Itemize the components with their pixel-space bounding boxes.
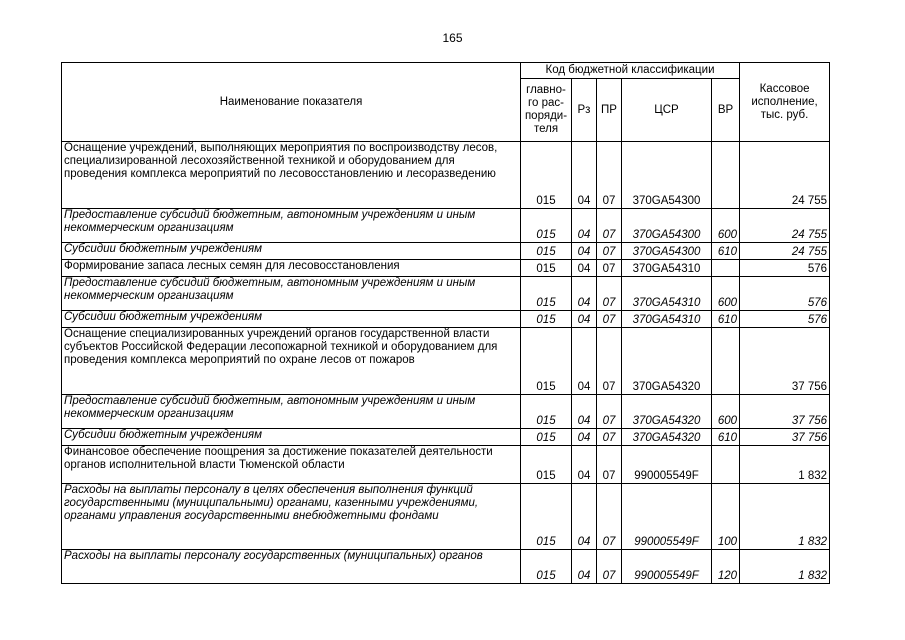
table-row xyxy=(62,328,830,395)
row-name: Расходы на выплаты персоналу государственных (муниципальных) органов xyxy=(62,550,521,584)
header-grbs: главно- го рас- поряди- теля xyxy=(521,79,572,142)
row-pr: 07 xyxy=(597,243,622,260)
row-rz: 04 xyxy=(572,550,597,584)
row-grbs: 015 xyxy=(521,311,572,328)
row-vr: 100 xyxy=(712,484,740,550)
row-amount: 576 xyxy=(740,260,830,277)
row-amount: 1 832 xyxy=(740,446,830,484)
row-amount: 37 756 xyxy=(740,429,830,446)
table-row xyxy=(62,260,830,277)
row-amount: 24 755 xyxy=(740,209,830,243)
row-vr: 600 xyxy=(712,277,740,311)
row-pr: 07 xyxy=(597,209,622,243)
row-csr: 990005549F xyxy=(622,484,712,550)
table-row xyxy=(62,311,830,328)
table-row xyxy=(62,446,830,484)
header-rz: Рз xyxy=(572,79,597,142)
row-csr: 370GA54320 xyxy=(622,395,712,429)
row-name: Предоставление субсидий бюджетным, автономным учреждениям и иным некоммерческим организациям xyxy=(62,395,521,429)
header-classification-group: Код бюджетной классификации xyxy=(521,63,740,79)
table-row xyxy=(62,209,830,243)
table-row xyxy=(62,429,830,446)
row-name: Расходы на выплаты персоналу в целях обеспечения выполнения функций государственными (муниципальными) органами, казенными учреждениями, органами управления государственными внебюджетными фондами xyxy=(62,484,521,550)
header-name: Наименование показателя xyxy=(62,63,521,142)
row-grbs: 015 xyxy=(521,209,572,243)
row-pr: 07 xyxy=(597,142,622,209)
row-pr: 07 xyxy=(597,550,622,584)
row-rz: 04 xyxy=(572,446,597,484)
row-csr: 370GA54300 xyxy=(622,142,712,209)
row-grbs: 015 xyxy=(521,395,572,429)
row-rz: 04 xyxy=(572,429,597,446)
row-grbs: 015 xyxy=(521,142,572,209)
row-name: Оснащение учреждений, выполняющих мероприятия по воспроизводству лесов, специализированной лесохозяйственной техникой и оборудованием для проведения комплекса мероприятий по лесовосстановлению и лесоразведению xyxy=(62,142,521,209)
row-vr xyxy=(712,446,740,484)
row-amount: 24 755 xyxy=(740,142,830,209)
row-pr: 07 xyxy=(597,277,622,311)
row-vr: 600 xyxy=(712,209,740,243)
budget-table xyxy=(61,62,830,584)
table-row xyxy=(62,243,830,260)
page-number: 165 xyxy=(442,31,463,45)
row-vr: 600 xyxy=(712,395,740,429)
row-pr: 07 xyxy=(597,484,622,550)
row-rz: 04 xyxy=(572,328,597,395)
row-pr: 07 xyxy=(597,446,622,484)
row-grbs: 015 xyxy=(521,446,572,484)
header-vr: ВР xyxy=(712,79,740,142)
table-row xyxy=(62,395,830,429)
row-amount: 37 756 xyxy=(740,328,830,395)
row-vr: 610 xyxy=(712,429,740,446)
header-amount: Кассовое исполнение, тыс. руб. xyxy=(740,63,830,142)
table-row xyxy=(62,550,830,584)
row-vr xyxy=(712,260,740,277)
row-pr: 07 xyxy=(597,311,622,328)
table-row xyxy=(62,142,830,209)
row-vr: 610 xyxy=(712,311,740,328)
row-name: Субсидии бюджетным учреждениям xyxy=(62,311,521,328)
row-grbs: 015 xyxy=(521,484,572,550)
table-row xyxy=(62,277,830,311)
row-name: Субсидии бюджетным учреждениям xyxy=(62,429,521,446)
row-rz: 04 xyxy=(572,395,597,429)
row-rz: 04 xyxy=(572,260,597,277)
row-pr: 07 xyxy=(597,395,622,429)
header-pr: ПР xyxy=(597,79,622,142)
row-rz: 04 xyxy=(572,243,597,260)
row-name: Субсидии бюджетным учреждениям xyxy=(62,243,521,260)
row-vr: 610 xyxy=(712,243,740,260)
row-csr: 370GA54320 xyxy=(622,328,712,395)
row-csr: 370GA54300 xyxy=(622,243,712,260)
row-csr: 370GA54310 xyxy=(622,311,712,328)
row-rz: 04 xyxy=(572,209,597,243)
header-csr: ЦСР xyxy=(622,79,712,142)
row-name: Оснащение специализированных учреждений органов государственной власти субъектов Российской Федерации лесопожарной техникой и оборудованием для проведения комплекса мероприятий по охране лесов от пожаров xyxy=(62,328,521,395)
row-grbs: 015 xyxy=(521,277,572,311)
row-amount: 37 756 xyxy=(740,395,830,429)
row-name: Формирование запаса лесных семян для лесовосстановления xyxy=(62,260,521,277)
row-rz: 04 xyxy=(572,277,597,311)
row-grbs: 015 xyxy=(521,243,572,260)
row-name: Предоставление субсидий бюджетным, автономным учреждениям и иным некоммерческим организациям xyxy=(62,209,521,243)
row-grbs: 015 xyxy=(521,328,572,395)
row-vr xyxy=(712,328,740,395)
table-row xyxy=(62,484,830,550)
row-grbs: 015 xyxy=(521,550,572,584)
row-name: Финансовое обеспечение поощрения за достижение показателей деятельности органов исполнительной власти Тюменской области xyxy=(62,446,521,484)
row-vr xyxy=(712,142,740,209)
row-rz: 04 xyxy=(572,484,597,550)
row-csr: 370GA54320 xyxy=(622,429,712,446)
row-grbs: 015 xyxy=(521,429,572,446)
row-amount: 576 xyxy=(740,277,830,311)
row-csr: 370GA54300 xyxy=(622,209,712,243)
row-name: Предоставление субсидий бюджетным, автономным учреждениям и иным некоммерческим организациям xyxy=(62,277,521,311)
row-csr: 370GA54310 xyxy=(622,260,712,277)
table-body xyxy=(62,142,830,584)
row-amount: 1 832 xyxy=(740,484,830,550)
row-csr: 370GA54310 xyxy=(622,277,712,311)
row-csr: 990005549F xyxy=(622,446,712,484)
row-csr: 990005549F xyxy=(622,550,712,584)
row-pr: 07 xyxy=(597,429,622,446)
row-vr: 120 xyxy=(712,550,740,584)
row-rz: 04 xyxy=(572,311,597,328)
row-rz: 04 xyxy=(572,142,597,209)
row-amount: 24 755 xyxy=(740,243,830,260)
row-grbs: 015 xyxy=(521,260,572,277)
row-pr: 07 xyxy=(597,260,622,277)
row-amount: 576 xyxy=(740,311,830,328)
row-amount: 1 832 xyxy=(740,550,830,584)
row-pr: 07 xyxy=(597,328,622,395)
